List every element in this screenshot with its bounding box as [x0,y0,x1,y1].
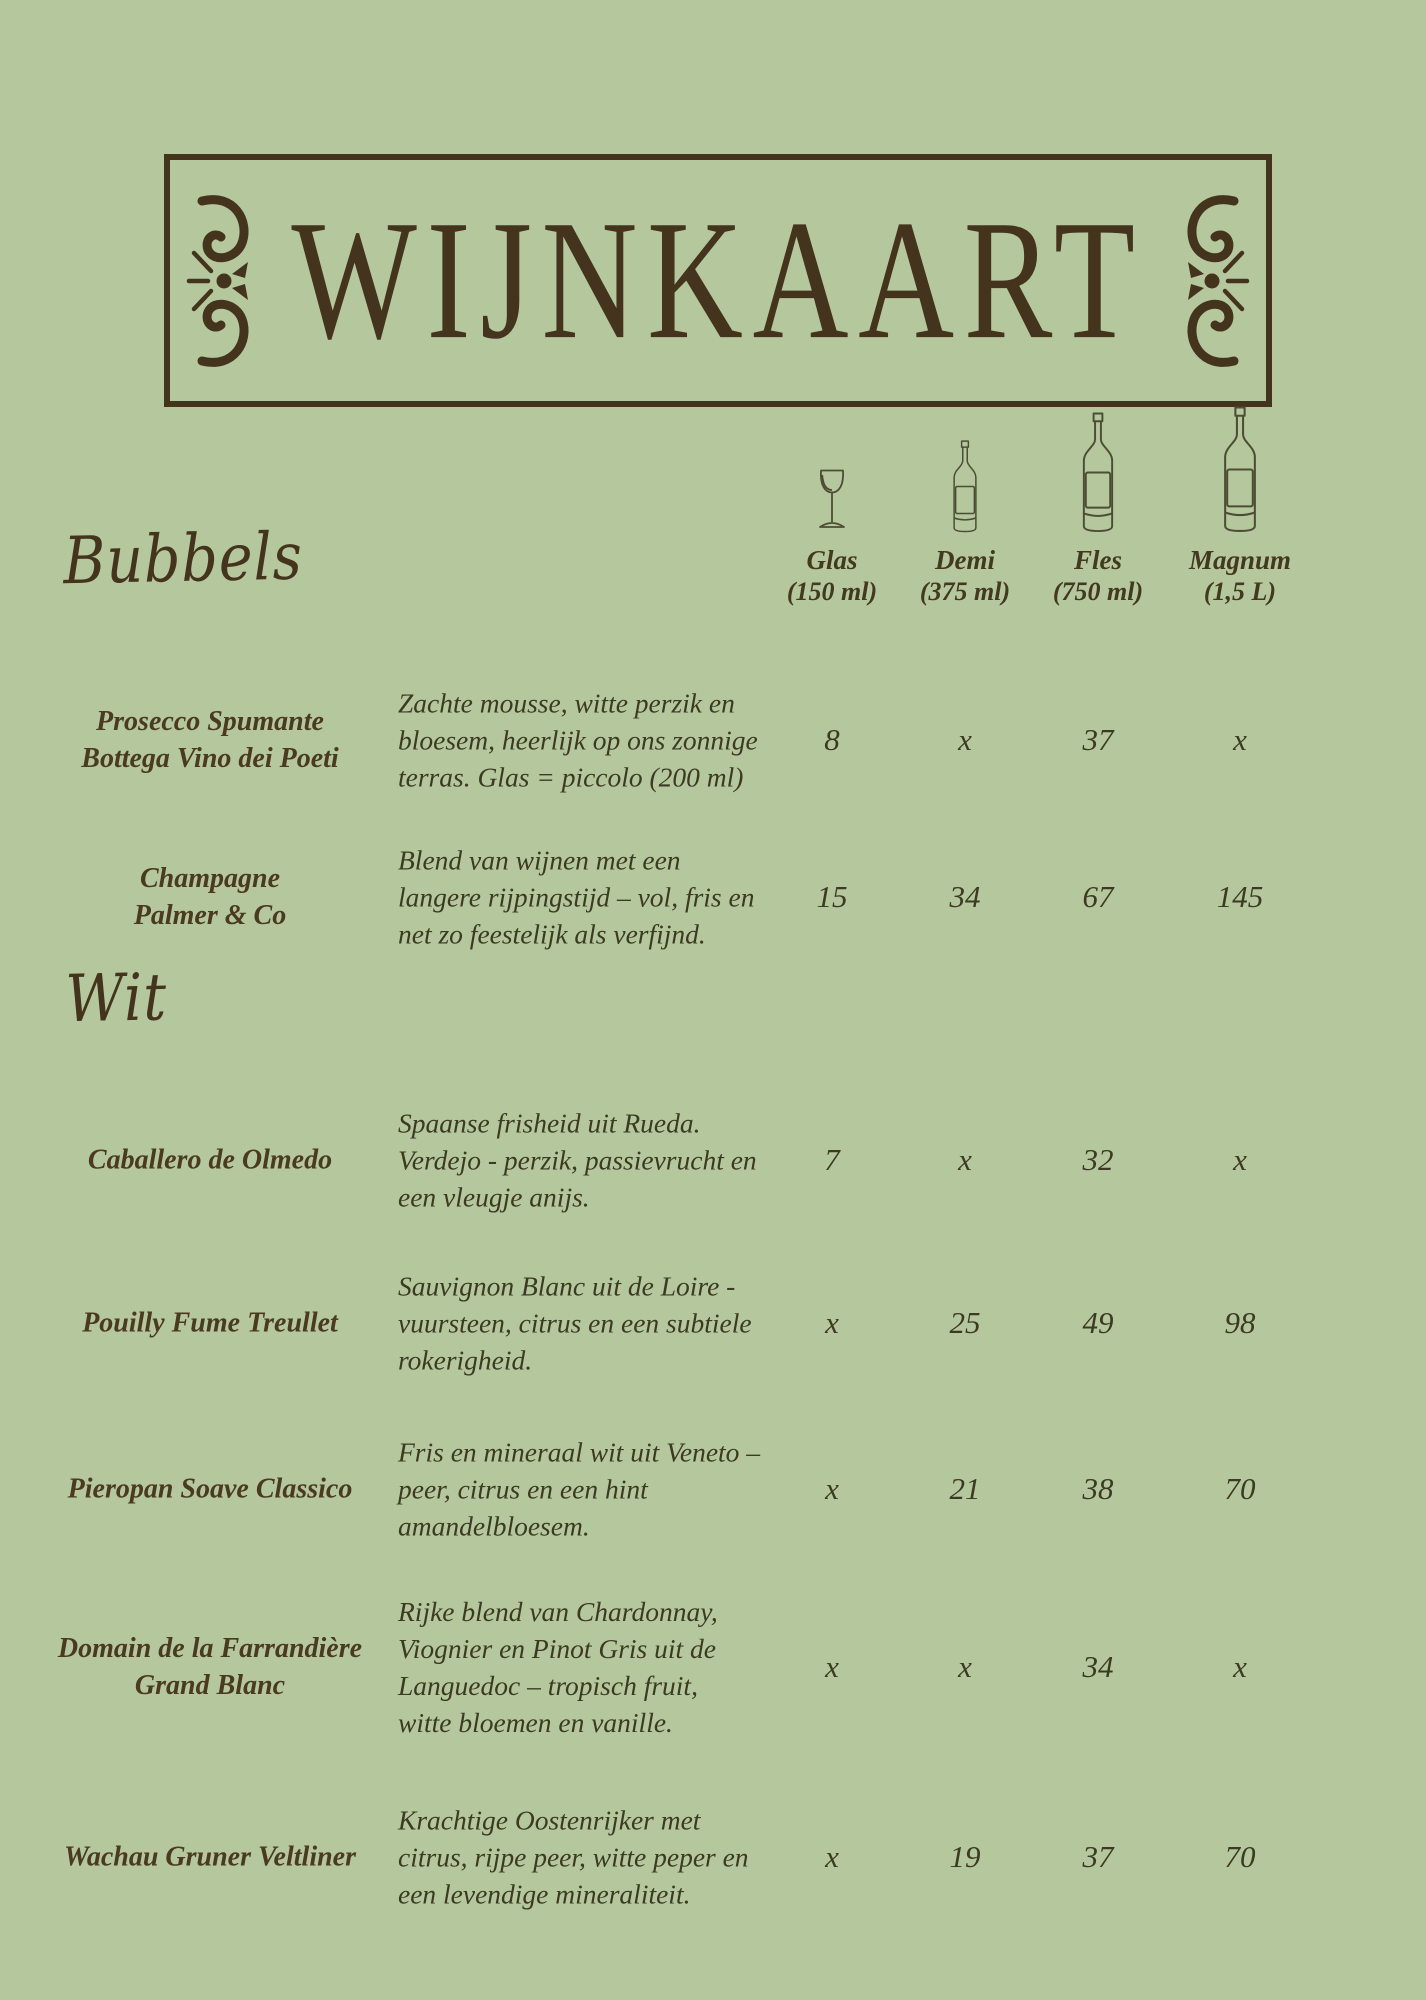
column-label-magnum: Magnum [1188,545,1292,575]
price-magnum: 70 [1224,1839,1256,1874]
title-box [164,154,1272,407]
column-sublabel-demi: (375 ml) [919,577,1011,606]
price-fles: 37 [1082,722,1114,757]
column-label-fles: Fles [1073,545,1122,575]
price-glas: x [825,1649,839,1684]
wine-name [35,1839,385,1876]
wine-description-line: net zo feestelijk als verfijnd. [398,918,706,950]
price-glas: x [825,1305,839,1340]
wine-row [0,1782,1426,1932]
wine-description-line: bloesem, heerlijk op ons zonnige [398,724,758,756]
wine-description-line: witte bloemen en vanille. [398,1707,673,1738]
wine-description-line: Rijke blend van Chardonnay, [398,1596,718,1627]
price-demi: 21 [949,1471,981,1506]
wine-description-line: een levendige mineraliteit. [398,1878,691,1910]
price-fles: 32 [1082,1142,1114,1177]
wine-description-line: Spaanse frisheid uit Rueda. [398,1107,701,1139]
wine-name-line: Champagne [139,863,281,894]
wine-description [398,1802,768,1913]
wine-row [0,1248,1426,1398]
wine-description-line: Viognier en Pinot Gris uit de [398,1633,716,1664]
magnum-bottle-icon [1216,400,1265,533]
column-sublabel-fles: (750 ml) [1052,577,1144,606]
wine-description-line: vuursteen, citrus en een subtiele [398,1307,752,1339]
price-fles: 49 [1082,1305,1114,1340]
wine-description-line: Verdejo - perzik, passievrucht en [398,1144,757,1176]
wine-row [0,822,1426,972]
wine-description-line: Zachte mousse, witte perzik en [398,687,735,719]
wine-description [398,1593,768,1741]
section-heading-wit: Wit [64,958,168,1037]
price-fles: 37 [1082,1839,1114,1874]
price-magnum: 145 [1216,879,1264,914]
column-label-demi: Demi [935,545,995,575]
wine-name-line: Domain de la Farrandière [57,1633,363,1664]
price-magnum: 98 [1224,1305,1256,1340]
wine-name [35,1142,385,1179]
price-demi: x [958,1649,972,1684]
wine-name-line: Wachau Gruner Veltliner [64,1841,356,1873]
wine-row [0,665,1426,815]
column-sublabel-magnum: (1,5 L) [1203,577,1277,606]
wine-name [35,860,385,934]
wine-description-line: amandelbloesem. [398,1510,590,1542]
price-glas: 8 [824,722,840,757]
wine-description-line: citrus, rijpe peer, witte peper en [398,1841,749,1873]
wine-description-line: Blend van wijnen met een [398,844,681,876]
price-demi: 25 [949,1305,981,1340]
price-magnum: x [1233,1142,1247,1177]
wine-name [35,1471,385,1508]
wine-description-line: langere rijpingstijd – vol, fris en [398,881,755,913]
wine-description [398,685,768,796]
flourish-ornament-icon [186,189,258,373]
price-glas: x [825,1839,839,1874]
price-glas: 15 [816,879,848,914]
price-demi: 19 [949,1839,981,1874]
wine-description-line: rokerigheid. [398,1344,533,1376]
wine-description [398,1434,768,1545]
price-demi: x [958,1142,972,1177]
flourish-ornament-icon [1178,189,1250,373]
price-fles: 34 [1082,1649,1114,1684]
price-demi: 34 [949,879,981,914]
page-title: WIJNKAART [291,185,1145,375]
wine-name [35,1630,385,1704]
wine-description [398,1105,768,1216]
wine-name-line: Grand Blanc [134,1670,286,1701]
wine-description [398,842,768,953]
price-magnum: x [1233,1649,1247,1684]
wine-row [0,1085,1426,1235]
wine-name-line: Pouilly Fume Treullet [82,1307,338,1339]
wine-description-line: Languedoc – tropisch fruit, [398,1670,698,1701]
demi-bottle-icon [949,400,982,533]
wine-description-line: Krachtige Oostenrijker met [398,1804,701,1836]
column-sublabel-glas: (150 ml) [786,577,878,606]
fles-bottle-icon [1077,400,1120,533]
wine-name-line: Pieropan Soave Classico [67,1473,353,1505]
wine-name-line: Palmer & Co [133,900,287,931]
wine-row [0,1578,1426,1756]
wine-description-line: een vleugje anijs. [398,1181,590,1213]
wine-description-line: peer, citrus en een hint [398,1473,648,1505]
wine-row [0,1414,1426,1564]
wine-name-line: Bottega Vino dei Poeti [81,743,339,774]
price-glas: 7 [824,1142,840,1177]
price-magnum: 70 [1224,1471,1256,1506]
price-magnum: x [1233,722,1247,757]
price-demi: x [958,722,972,757]
price-fles: 67 [1082,879,1114,914]
wine-description-line: Sauvignon Blanc uit de Loire - [398,1270,736,1302]
wine-description-line: terras. Glas = piccolo (200 ml) [398,761,744,793]
section-heading-bubbels: Bubbels [62,517,304,599]
wine-name-line: Caballero de Olmedo [87,1144,333,1176]
wine-name [35,703,385,777]
wine-name [35,1305,385,1342]
price-glas: x [825,1471,839,1506]
wine-glass-icon [813,400,851,533]
wine-name-line: Prosecco Spumante [96,706,324,737]
price-fles: 38 [1082,1471,1114,1506]
wine-description-line: Fris en mineraal wit uit Veneto – [398,1436,761,1468]
column-label-glas: Glas [806,545,858,575]
wine-description [398,1268,768,1379]
